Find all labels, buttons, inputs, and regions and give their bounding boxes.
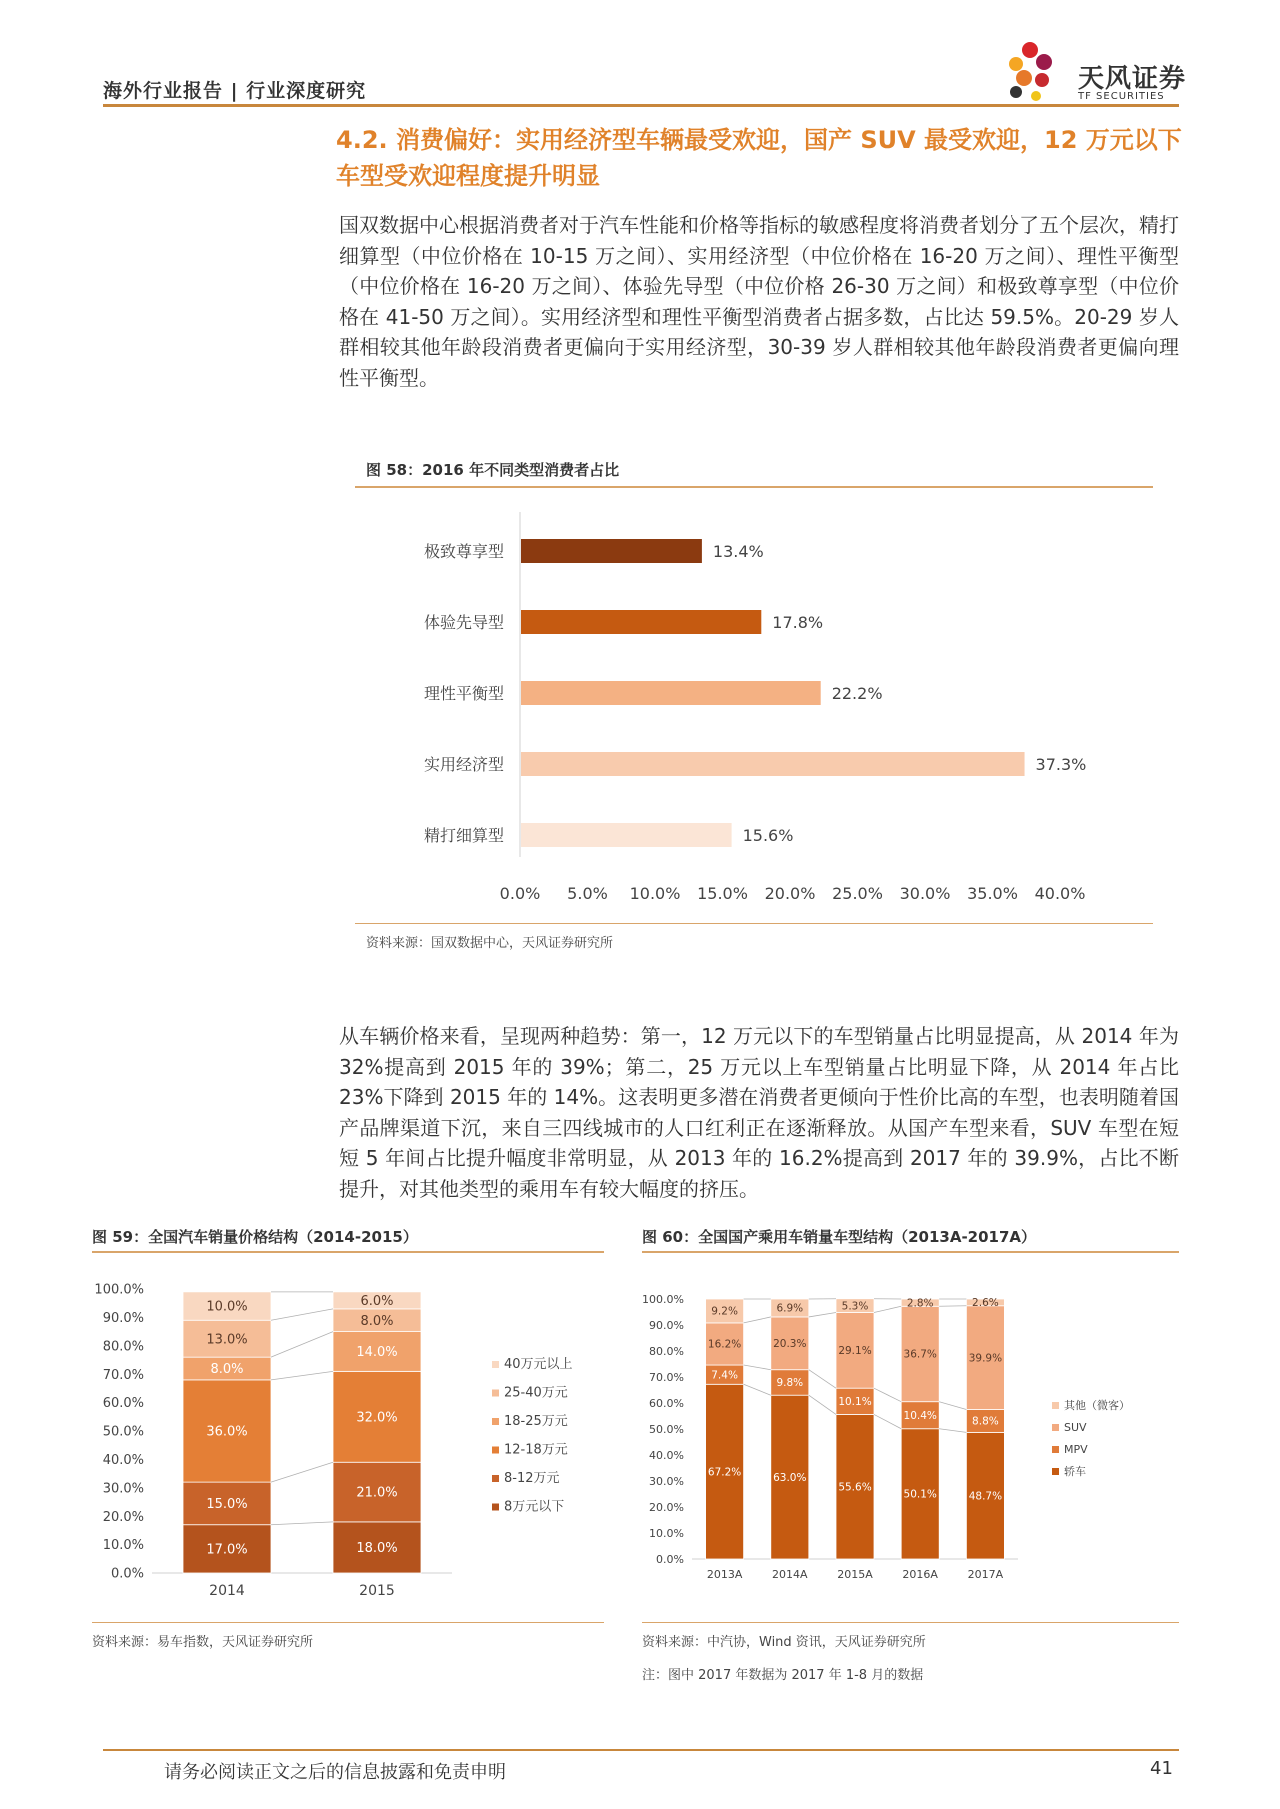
x-tick-label: 2015 bbox=[359, 1583, 395, 1599]
figure-60-source: 资料来源：中汽协，Wind 资讯，天风证券研究所 bbox=[642, 1635, 926, 1650]
legend-swatch bbox=[1052, 1468, 1059, 1475]
x-tick-label: 2016A bbox=[902, 1568, 938, 1581]
body-paragraph-1: 国双数据中心根据消费者对于汽车性能和价格等指标的敏感程度将消费者划分了五个层次，精打细算型（中位价格在 10-15 万之间）、实用经济型（中位价格在 16-20 万之间）、理性平衡型（中位价格在 16-20 万之间）、体验先导型（中位价格 26-30 万之间）和极致尊享型（中位价格在 41-50 万之间）。实用经济型和理性平衡型消费者占据多数，占比达 59.5%。20-29 岁人群相较其他年龄段消费者更偏向于实用经济型，30-39 岁人群相较其他年龄段消费者更偏向理性平衡型。 bbox=[339, 213, 1179, 390]
legend-swatch bbox=[1052, 1402, 1059, 1409]
data-label: 18.0% bbox=[356, 1540, 398, 1556]
data-label: 29.1% bbox=[838, 1345, 872, 1358]
data-label: 15.0% bbox=[206, 1496, 248, 1512]
data-label: 36.7% bbox=[903, 1348, 937, 1361]
data-label: 8.0% bbox=[210, 1362, 244, 1378]
data-label: 55.6% bbox=[838, 1481, 872, 1494]
legend-swatch bbox=[492, 1504, 499, 1511]
y-tick-label: 80.0% bbox=[102, 1339, 144, 1355]
y-tick-label: 90.0% bbox=[649, 1318, 684, 1332]
series-connector-line bbox=[744, 1365, 771, 1370]
legend-swatch bbox=[1052, 1446, 1059, 1453]
series-connector-line bbox=[874, 1414, 901, 1428]
y-tick-label: 40.0% bbox=[649, 1448, 684, 1462]
data-label: 6.0% bbox=[360, 1293, 394, 1309]
series-connector-line bbox=[939, 1429, 966, 1433]
figure-58-top-rule bbox=[355, 486, 1153, 488]
data-label: 21.0% bbox=[356, 1485, 398, 1501]
series-connector-line bbox=[809, 1395, 836, 1414]
data-label: 9.8% bbox=[776, 1377, 804, 1390]
data-label: 8.0% bbox=[360, 1313, 394, 1329]
y-tick-label: 70.0% bbox=[649, 1370, 684, 1384]
figure-59-title: 图 59：全国汽车销量价格结构（2014-2015） bbox=[92, 1228, 418, 1246]
data-label: 16.2% bbox=[707, 1338, 742, 1351]
data-label: 2.6% bbox=[972, 1297, 999, 1310]
legend-swatch bbox=[492, 1447, 499, 1454]
figure-60-bottom-rule bbox=[642, 1622, 1179, 1623]
bar bbox=[521, 823, 732, 847]
y-tick-label: 20.0% bbox=[649, 1500, 684, 1514]
series-connector-line bbox=[271, 1309, 333, 1320]
x-tick-label: 25.0% bbox=[832, 884, 883, 903]
series-connector-line bbox=[939, 1402, 966, 1410]
footer-disclaimer: 请务必阅读正文之后的信息披露和免责申明 bbox=[164, 1762, 506, 1783]
series-connector-line bbox=[271, 1371, 333, 1380]
x-tick-label: 2014A bbox=[772, 1568, 808, 1581]
footer-divider bbox=[103, 1749, 1179, 1751]
figure-58-title: 图 58：2016 年不同类型消费者占比 bbox=[366, 461, 620, 479]
data-label: 7.4% bbox=[711, 1369, 738, 1382]
figure-59-top-rule bbox=[92, 1251, 604, 1253]
legend-label: 25-40万元 bbox=[504, 1385, 568, 1401]
y-tick-label: 20.0% bbox=[102, 1509, 144, 1525]
category-label: 极致尊享型 bbox=[423, 542, 504, 561]
category-label: 体验先导型 bbox=[423, 613, 504, 632]
x-tick-label: 5.0% bbox=[567, 884, 608, 903]
x-tick-label: 10.0% bbox=[629, 884, 681, 903]
logo-text-cn: 天风证券 bbox=[1078, 64, 1187, 94]
page-number: 41 bbox=[1150, 1758, 1173, 1779]
data-label: 6.9% bbox=[776, 1302, 804, 1315]
series-connector-line bbox=[809, 1313, 836, 1317]
y-tick-label: 100.0% bbox=[94, 1282, 144, 1298]
data-label: 37.3% bbox=[1035, 755, 1087, 774]
data-label: 14.0% bbox=[356, 1345, 398, 1361]
y-tick-label: 50.0% bbox=[649, 1422, 684, 1436]
data-label: 13.4% bbox=[712, 542, 764, 561]
series-connector-line bbox=[271, 1522, 333, 1525]
data-label: 8.8% bbox=[972, 1415, 999, 1428]
figure-60-chart bbox=[642, 1262, 1179, 1616]
series-connector-line bbox=[744, 1317, 771, 1323]
data-label: 10.4% bbox=[903, 1409, 937, 1422]
y-tick-label: 100.0% bbox=[642, 1292, 684, 1306]
x-tick-label: 2013A bbox=[706, 1568, 743, 1581]
series-connector-line bbox=[874, 1388, 901, 1402]
figure-60-note: 注：图中 2017 年数据为 2017 年 1-8 月的数据 bbox=[642, 1668, 924, 1683]
series-connector-line bbox=[874, 1306, 901, 1312]
bar bbox=[521, 681, 821, 705]
y-tick-label: 60.0% bbox=[102, 1396, 144, 1412]
data-label: 17.8% bbox=[772, 613, 824, 632]
y-tick-label: 70.0% bbox=[102, 1367, 144, 1383]
data-label: 10.1% bbox=[838, 1395, 872, 1408]
data-label: 63.0% bbox=[773, 1471, 807, 1484]
figure-59-source: 资料来源：易车指数，天风证券研究所 bbox=[92, 1635, 314, 1650]
legend-swatch bbox=[492, 1390, 499, 1397]
section-title: 4.2. 消费偏好：实用经济型车辆最受欢迎，国产 SUV 最受欢迎，12 万元以下车型受欢迎程度提升明显 bbox=[336, 126, 1182, 190]
y-tick-label: 60.0% bbox=[649, 1396, 684, 1410]
data-label: 5.3% bbox=[841, 1300, 869, 1313]
data-label: 13.0% bbox=[206, 1332, 248, 1348]
header-divider bbox=[103, 104, 1179, 107]
y-tick-label: 10.0% bbox=[649, 1526, 684, 1540]
y-tick-label: 50.0% bbox=[102, 1424, 144, 1440]
x-tick-label: 15.0% bbox=[697, 884, 748, 903]
legend-label: 轿车 bbox=[1064, 1465, 1086, 1478]
data-label: 20.3% bbox=[773, 1338, 807, 1351]
y-tick-label: 0.0% bbox=[110, 1566, 144, 1582]
y-tick-label: 80.0% bbox=[649, 1344, 684, 1358]
y-tick-label: 30.0% bbox=[649, 1474, 684, 1488]
y-tick-label: 30.0% bbox=[102, 1481, 144, 1497]
x-tick-label: 30.0% bbox=[899, 884, 951, 903]
legend-label: 8-12万元 bbox=[504, 1471, 560, 1486]
legend-label: 8万元以下 bbox=[504, 1499, 565, 1515]
data-label: 17.0% bbox=[206, 1542, 248, 1558]
category-label: 精打细算型 bbox=[423, 826, 504, 845]
category-label: 理性平衡型 bbox=[423, 684, 504, 703]
legend-label: 18-25万元 bbox=[504, 1414, 568, 1429]
data-label: 39.9% bbox=[968, 1352, 1003, 1365]
legend-label: 12-18万元 bbox=[504, 1442, 568, 1458]
data-label: 67.2% bbox=[707, 1466, 742, 1479]
x-tick-label: 2015A bbox=[837, 1568, 873, 1581]
data-label: 48.7% bbox=[968, 1490, 1003, 1503]
legend-swatch bbox=[492, 1418, 499, 1425]
figure-60-title: 图 60：全国国产乘用车销量车型结构（2013A-2017A） bbox=[642, 1228, 1037, 1246]
bar bbox=[521, 752, 1025, 776]
series-connector-line bbox=[271, 1332, 333, 1358]
x-tick-label: 2014 bbox=[209, 1583, 245, 1599]
figure-59-bottom-rule bbox=[92, 1622, 604, 1623]
legend-label: SUV bbox=[1064, 1421, 1087, 1434]
series-connector-line bbox=[809, 1370, 836, 1388]
figure-58-source: 资料来源：国双数据中心，天风证券研究所 bbox=[366, 936, 614, 951]
data-label: 36.0% bbox=[206, 1424, 248, 1440]
data-label: 15.6% bbox=[742, 826, 794, 845]
y-tick-label: 0.0% bbox=[656, 1552, 684, 1566]
report-header-title: 海外行业报告 | 行业深度研究 bbox=[103, 80, 367, 102]
legend-swatch bbox=[492, 1475, 499, 1482]
data-label: 50.1% bbox=[903, 1488, 937, 1501]
data-label: 32.0% bbox=[356, 1410, 398, 1426]
legend-swatch bbox=[492, 1361, 499, 1368]
category-label: 实用经济型 bbox=[423, 755, 504, 774]
data-label: 10.0% bbox=[206, 1299, 248, 1315]
series-connector-line bbox=[271, 1462, 333, 1482]
x-tick-label: 20.0% bbox=[764, 884, 816, 903]
y-tick-label: 90.0% bbox=[102, 1310, 144, 1326]
data-label: 2.8% bbox=[906, 1297, 934, 1310]
figure-60-top-rule bbox=[642, 1251, 1179, 1253]
legend-label: 其他（微客） bbox=[1064, 1399, 1130, 1412]
data-label: 22.2% bbox=[831, 684, 883, 703]
y-tick-label: 40.0% bbox=[102, 1452, 144, 1468]
figure-58-chart bbox=[355, 500, 1153, 920]
x-tick-label: 0.0% bbox=[499, 884, 541, 903]
series-connector-line bbox=[744, 1384, 771, 1395]
body-paragraph-2: 从车辆价格来看，呈现两种趋势：第一，12 万元以下的车型销量占比明显提高，从 2014 年为 32%提高到 2015 年的 39%；第二，25 万元以上车型销量占比明显下降，从 2014 年占比 23%下降到 2015 年的 14%。这表明更多潜在消费者更倾向于性价比高的车型，也表明随着国产品牌渠道下沉，来自三四线城市的人口红利正在逐渐释放。从国产车型来看，SUV 车型在短短 5 年间占比提升幅度非常明显，从 2013 年的 16.2%提高到 2017 年的 39.9%，占比不断提升，对其他类型的乘用车有较大幅度的挤压。 bbox=[339, 1024, 1179, 1201]
legend-swatch bbox=[1052, 1424, 1059, 1431]
figure-58-bottom-rule bbox=[355, 923, 1153, 924]
x-tick-label: 35.0% bbox=[967, 884, 1018, 903]
x-tick-label: 40.0% bbox=[1034, 884, 1086, 903]
bar bbox=[521, 539, 702, 563]
legend-label: 40万元以上 bbox=[504, 1357, 573, 1372]
bar bbox=[521, 610, 761, 634]
x-tick-label: 2017A bbox=[967, 1568, 1004, 1581]
data-label: 9.2% bbox=[711, 1305, 738, 1318]
legend-label: MPV bbox=[1064, 1443, 1088, 1456]
y-tick-label: 10.0% bbox=[102, 1538, 144, 1554]
series-connector-line bbox=[939, 1306, 966, 1307]
logo-text-en: TF SECURITIES bbox=[1078, 91, 1165, 102]
figure-59-chart bbox=[92, 1262, 604, 1616]
